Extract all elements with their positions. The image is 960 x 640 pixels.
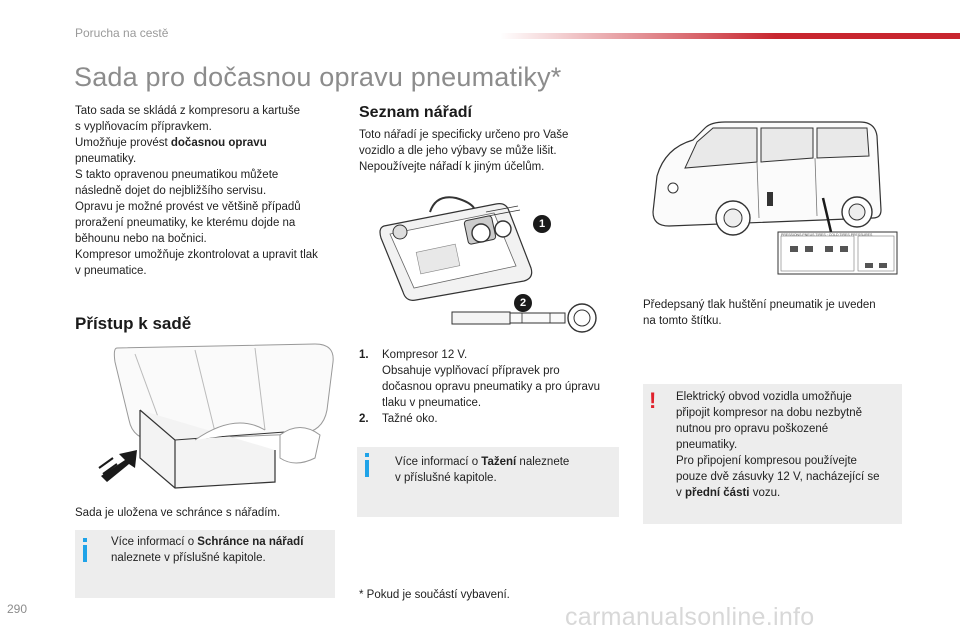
info-icon	[365, 453, 369, 457]
callout-1: 1	[533, 215, 551, 233]
watermark: carmanualsonline.info	[565, 603, 815, 631]
header-accent-line	[500, 33, 960, 39]
intro-text: Tato sada se skládá z kompresoru a kartuše s vyplňovacím přípravkem. Umožňuje provést dočasnou opravu pneumatiky. S takto opravenou pneumatikou můžete následně dojet do nejbližšího servisu. Opravu je možné provést ve většině případů proražení pneumatiky, ke kterému dojde na běhounu nebo na bočnici. Kompresor umožňuje zkontrolovat a upravit tlak v pneumatice.	[75, 105, 318, 277]
tools-intro-text: Toto nářadí je specificky určeno pro Vaše vozidlo a dle jeho výbavy se může lišit. Nepoužívejte nářadí k jiným účelům.	[359, 129, 569, 173]
info-box-toolbox: Více informací o Schránce na nářadí naleznete v příslušné kapitole.	[75, 530, 335, 598]
info-icon	[83, 538, 87, 542]
page-title: Sada pro dočasnou opravu pneumatiky*	[74, 62, 562, 92]
footnote: * Pokud je součástí vybavení.	[359, 589, 510, 601]
tire-pressure-caption: Předepsaný tlak huštění pneumatik je uveden na tomto štítku.	[643, 299, 876, 327]
warning-box: ! Elektrický obvod vozidla umožňuje připojit kompresor na dobu nezbytně nutnou pro opravu poškozené pneumatiky. Pro připojení kompresou používejte pouze dvě zásuvky 12 V, nacházející se v přední části vozu.	[643, 384, 902, 524]
seat-toolbox-illustration	[95, 340, 340, 500]
callout-2: 2	[514, 294, 532, 312]
tire-pressure-label-text: PRESSIONS PNEUS TIRES · COLD TIRES PRESSURES	[781, 233, 873, 237]
section-header: Porucha na cestě	[75, 26, 169, 40]
info-box-towing: Více informací o Tažení naleznete v příslušné kapitole.	[357, 447, 619, 517]
tools-numbered-list	[359, 347, 621, 427]
seat-caption: Sada je uložena ve schránce s nářadím.	[75, 507, 281, 519]
van-illustration	[645, 118, 900, 278]
compressor-kit-illustration	[378, 196, 538, 301]
list-item: 1. Kompresor 12 V. Obsahuje vyplňovací přípravek pro dočasnou opravu pneumatiky a pro úpravu tlaku v pneumatice.	[359, 349, 601, 409]
page-number: 290	[7, 602, 28, 616]
warning-icon: !	[649, 388, 657, 413]
tools-heading: Seznam nářadí	[359, 104, 472, 121]
access-heading: Přístup k sadě	[75, 314, 192, 333]
list-item: 2. Tažné oko.	[359, 413, 438, 425]
